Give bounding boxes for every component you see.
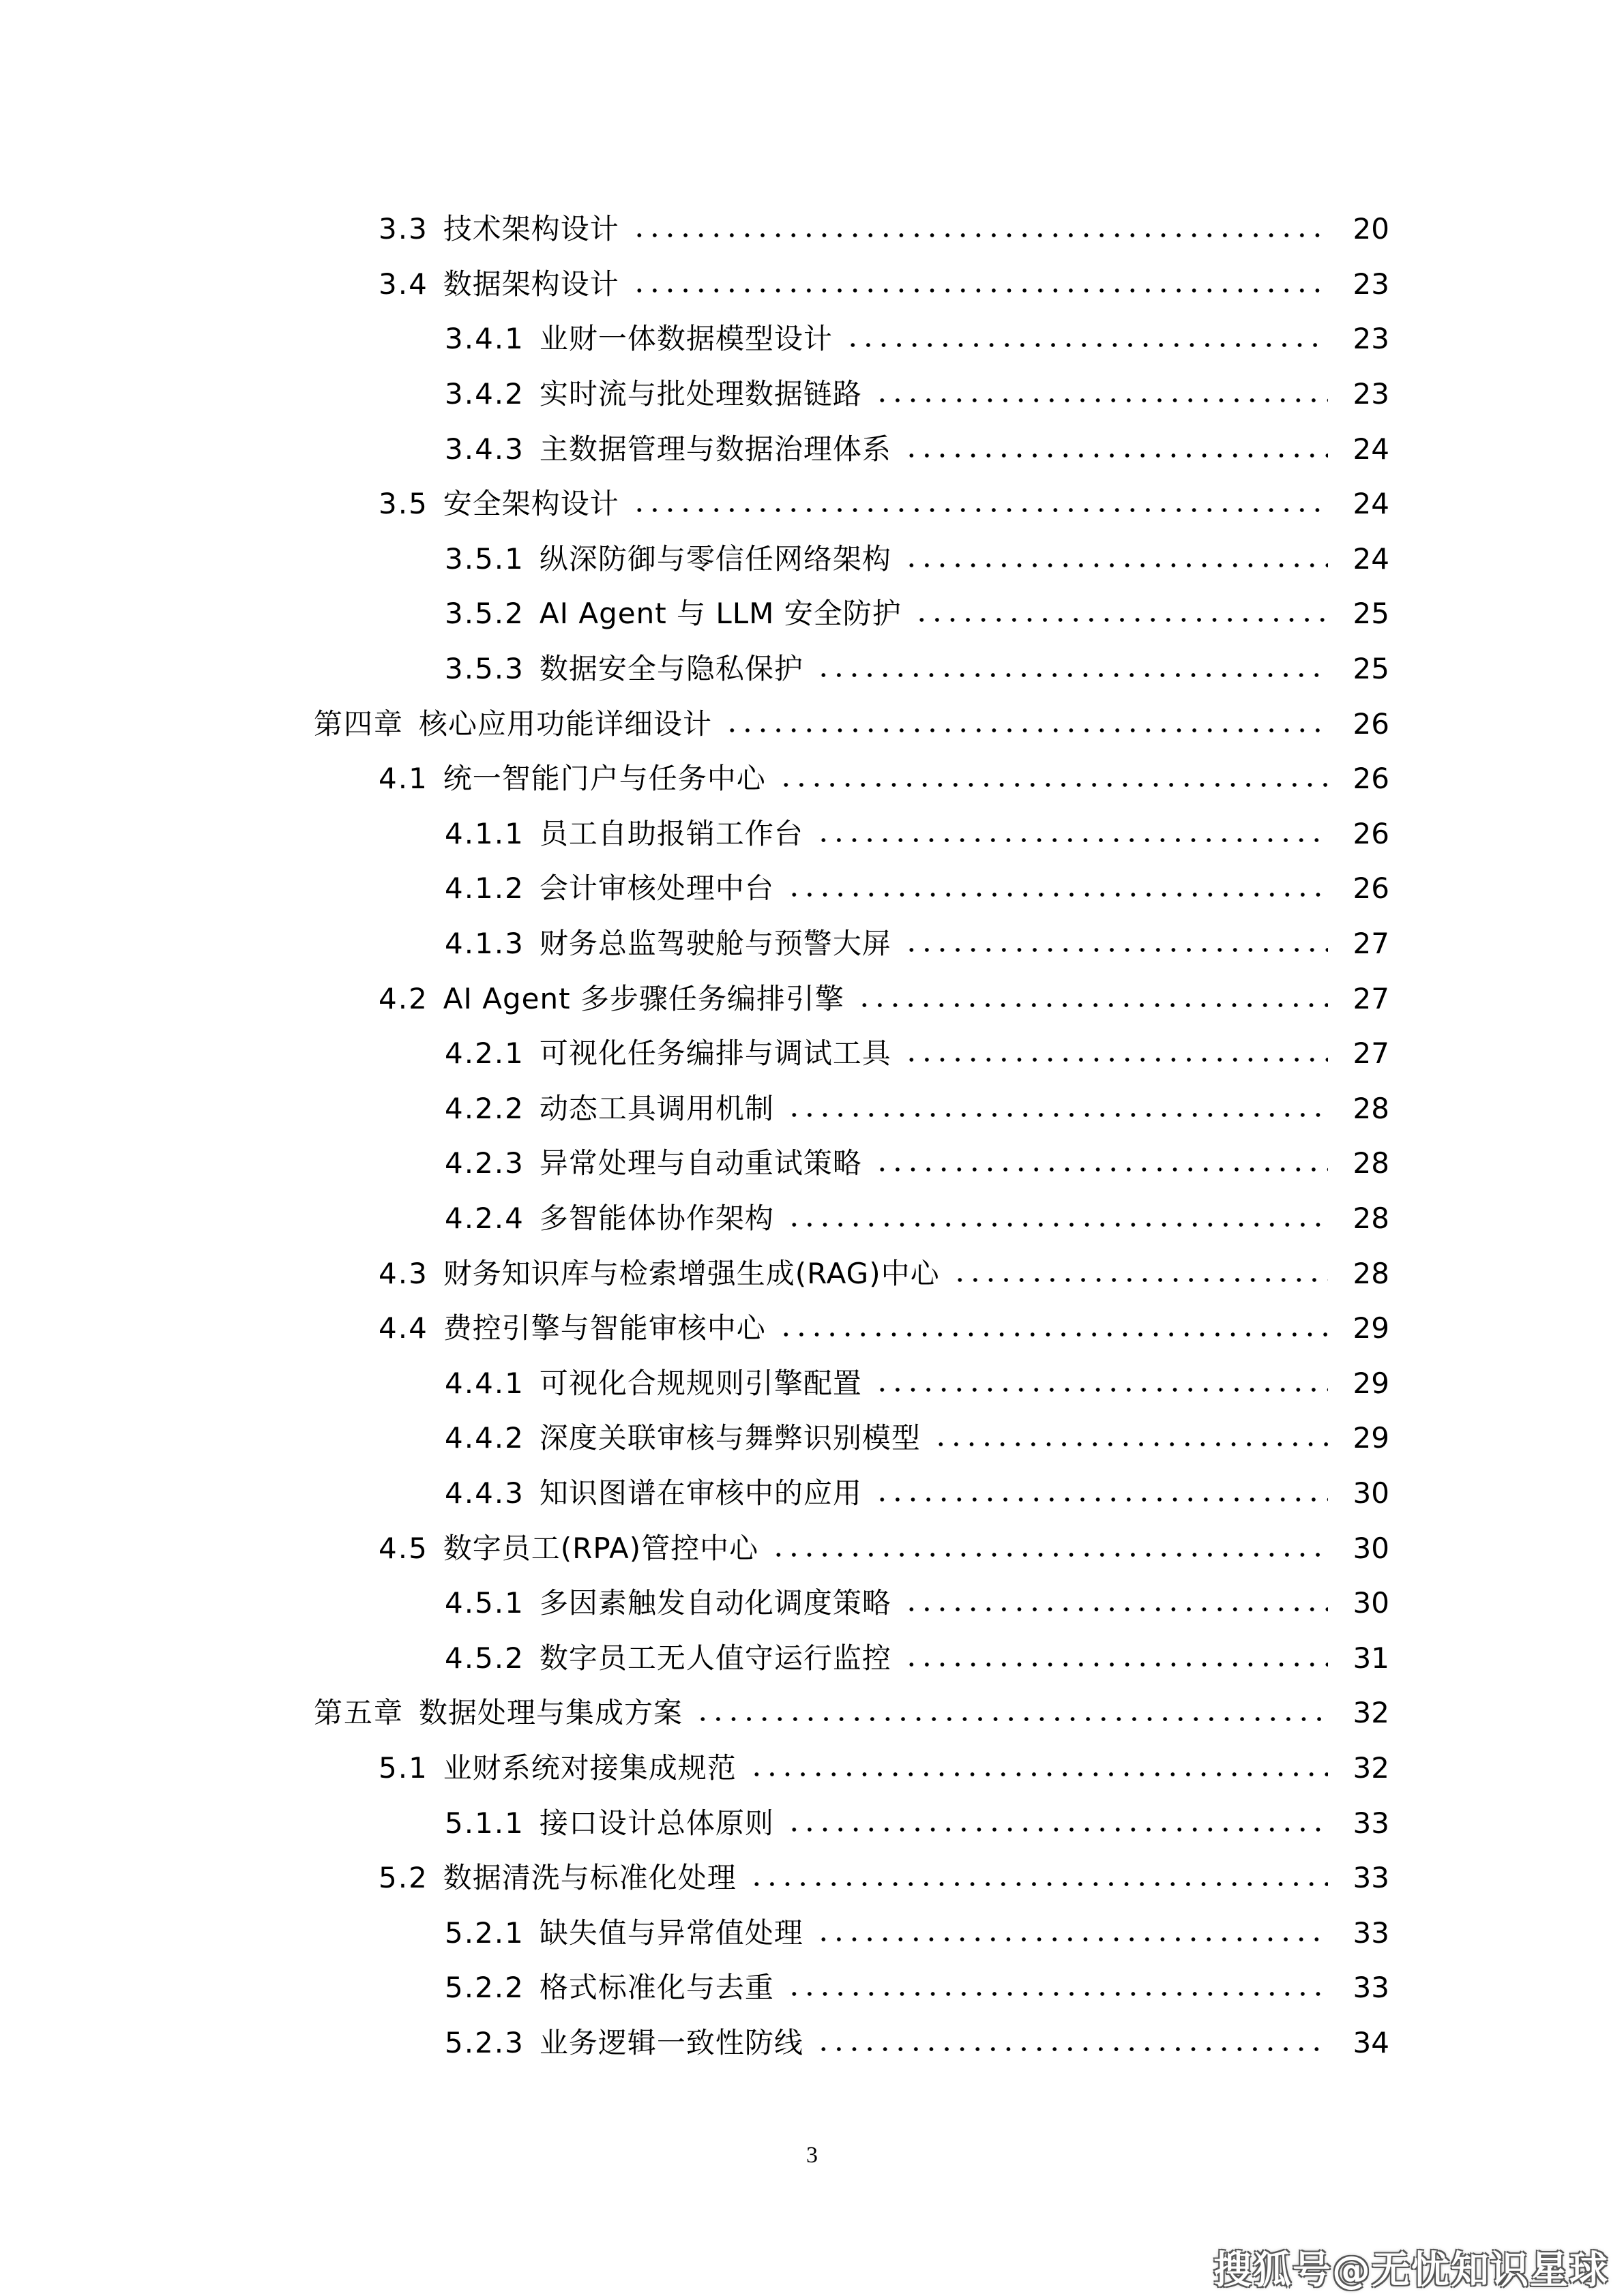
toc-entry-page-number: 28 [1353, 1256, 1389, 1290]
dot-leader [874, 1388, 1328, 1392]
dot-leader [904, 563, 1328, 567]
toc-entry[interactable] [0, 586, 1624, 642]
dot-leader [874, 1167, 1328, 1172]
toc-entry-page-number: 31 [1353, 1641, 1389, 1675]
toc-entry-title: 可视化合规规则引擎配置 [539, 1366, 862, 1400]
toc-entry[interactable] [0, 477, 1624, 532]
toc-entry[interactable] [0, 1026, 1624, 1082]
toc-entry-page-number: 29 [1353, 1421, 1389, 1455]
toc-entry-page-number: 28 [1353, 1201, 1389, 1235]
toc-entry[interactable] [0, 1686, 1624, 1741]
toc-entry[interactable] [0, 367, 1624, 422]
toc-entry-title: 业财一体数据模型设计 [539, 322, 833, 356]
toc-entry-number: 5.2 [379, 1861, 428, 1895]
toc-entry[interactable] [0, 861, 1624, 916]
toc-entry-page-number: 30 [1353, 1531, 1389, 1565]
toc-entry-title: 缺失值与异常值处理 [539, 1915, 803, 1950]
toc-entry-number: 3.4.2 [445, 377, 525, 411]
toc-entry-title: 主数据管理与数据治理体系 [539, 432, 891, 466]
page-number: 3 [806, 2143, 818, 2168]
dot-leader [786, 893, 1328, 897]
toc-entry-number: 4.1.1 [445, 816, 525, 850]
dot-leader [952, 1278, 1328, 1282]
toc-entry[interactable] [0, 257, 1624, 312]
toc-entry-number: 4.3 [379, 1256, 428, 1290]
toc-entry-title: 技术架构设计 [443, 212, 619, 246]
toc-entry-title: 接口设计总体原则 [539, 1806, 774, 1840]
toc-entry-page-number: 34 [1353, 2025, 1389, 2059]
toc-entry-page-number: 28 [1353, 1091, 1389, 1125]
toc-entry-title: 财务总监驾驶舱与预警大屏 [539, 927, 891, 961]
toc-entry-page-number: 27 [1353, 981, 1389, 1015]
toc-entry[interactable] [0, 1795, 1624, 1851]
toc-entry[interactable] [0, 1521, 1624, 1576]
toc-entry-number: 4.2.3 [445, 1146, 525, 1180]
toc-entry-title: 动态工具调用机制 [539, 1091, 774, 1125]
toc-entry-number: 3.3 [379, 212, 428, 246]
toc-entry-page-number: 23 [1353, 377, 1389, 411]
toc-entry[interactable] [0, 421, 1624, 477]
toc-entry[interactable] [0, 807, 1624, 862]
dot-leader [749, 1772, 1328, 1776]
toc-entry-page-number: 26 [1353, 816, 1389, 850]
toc-entry-number: 4.1 [379, 762, 428, 796]
toc-entry-number: 4.4.2 [445, 1421, 525, 1455]
toc-entry[interactable] [0, 1411, 1624, 1466]
toc-entry-number: 3.4.3 [445, 432, 525, 466]
toc-entry[interactable] [0, 1356, 1624, 1411]
dot-leader [904, 1607, 1328, 1611]
toc-entry-title: 业务逻辑一致性防线 [539, 2025, 803, 2059]
toc-entry-page-number: 32 [1353, 1696, 1389, 1730]
toc-entry-title: 数据架构设计 [443, 267, 619, 301]
dot-leader [816, 2047, 1328, 2051]
toc-entry-title: 数据处理与集成方案 [419, 1696, 683, 1730]
toc-entry[interactable] [0, 2016, 1624, 2071]
toc-entry-title: 财务知识库与检索增强生成(RAG)中心 [443, 1256, 940, 1290]
toc-entry[interactable] [0, 1960, 1624, 2016]
toc-entry-number: 5.2.2 [445, 1971, 525, 2005]
toc-entry-page-number: 25 [1353, 652, 1389, 686]
toc-entry-number: 5.2.1 [445, 1915, 525, 1950]
toc-entry-page-number: 30 [1353, 1586, 1389, 1620]
toc-entry-title: AI Agent 与 LLM 安全防护 [539, 597, 902, 631]
dot-leader [874, 398, 1328, 402]
toc-entry-title: 数字员工无人值守运行监控 [539, 1641, 891, 1675]
toc-entry-number: 3.5.3 [445, 652, 525, 686]
dot-leader [904, 1058, 1328, 1062]
toc-entry-page-number: 26 [1353, 762, 1389, 796]
toc-entry-page-number: 27 [1353, 927, 1389, 961]
toc-entry-title: 统一智能门户与任务中心 [443, 762, 766, 796]
toc-entry-title: 数字员工(RPA)管控中心 [443, 1531, 759, 1565]
toc-entry-page-number: 25 [1353, 597, 1389, 631]
dot-leader [632, 508, 1328, 512]
dot-leader [874, 1497, 1328, 1502]
toc-entry-page-number: 23 [1353, 267, 1389, 301]
toc-entry[interactable] [0, 1576, 1624, 1631]
toc-entry-title: 深度关联审核与舞弊识别模型 [539, 1421, 921, 1455]
toc-entry-number: 4.5.1 [445, 1586, 525, 1620]
toc-entry-number: 4.5 [379, 1531, 428, 1565]
dot-leader [749, 1882, 1328, 1886]
toc-entry-page-number: 32 [1353, 1750, 1389, 1785]
toc-entry-number: 3.5.1 [445, 541, 525, 576]
toc-entry[interactable] [0, 312, 1624, 367]
toc-entry-number: 4.2.2 [445, 1091, 525, 1125]
dot-leader [632, 233, 1328, 237]
toc-entry[interactable] [0, 1851, 1624, 1906]
toc-entry-page-number: 23 [1353, 322, 1389, 356]
toc-entry-title: 格式标准化与去重 [539, 1971, 774, 2005]
toc-entry-page-number: 30 [1353, 1476, 1389, 1510]
toc-entry-number: 3.5 [379, 487, 428, 521]
dot-leader [786, 1828, 1328, 1832]
toc-entry-title: 安全架构设计 [443, 487, 619, 521]
toc-entry-title: 会计审核处理中台 [539, 871, 774, 906]
dot-leader [778, 783, 1328, 787]
toc-entry-number: 4.2 [379, 981, 428, 1015]
toc-entry-number: 4.1.2 [445, 871, 525, 906]
toc-entry-page-number: 33 [1353, 1971, 1389, 2005]
toc-entry-page-number: 27 [1353, 1037, 1389, 1071]
toc-entry-page-number: 26 [1353, 871, 1389, 906]
toc-entry-number: 5.2.3 [445, 2025, 525, 2059]
dot-leader [933, 1442, 1328, 1446]
dot-leader [816, 838, 1328, 842]
dot-leader [904, 453, 1328, 458]
toc-entry-number: 4.2.4 [445, 1201, 525, 1235]
toc-entry-number: 4.4 [379, 1311, 428, 1345]
dot-leader [816, 673, 1328, 677]
dot-leader [786, 1113, 1328, 1117]
dot-leader [695, 1717, 1328, 1721]
toc-entry-page-number: 28 [1353, 1146, 1389, 1180]
toc-entry-title: 业财系统对接集成规范 [443, 1750, 737, 1785]
toc-entry[interactable] [0, 1630, 1624, 1686]
toc-entry[interactable] [0, 1466, 1624, 1521]
toc-entry[interactable] [0, 1246, 1624, 1301]
toc-entry[interactable] [0, 1301, 1624, 1356]
toc-entry[interactable] [0, 696, 1624, 751]
dot-leader [778, 1332, 1328, 1337]
toc-entry-page-number: 24 [1353, 541, 1389, 576]
toc-entry-page-number: 20 [1353, 212, 1389, 246]
toc-entry[interactable] [0, 971, 1624, 1026]
toc-entry[interactable] [0, 1191, 1624, 1247]
toc-entry[interactable] [0, 1082, 1624, 1137]
dot-leader [724, 728, 1328, 732]
toc-entry[interactable] [0, 532, 1624, 587]
toc-entry-number: 5.1.1 [445, 1806, 525, 1840]
toc-entry-number: 4.1.3 [445, 927, 525, 961]
dot-leader [904, 1663, 1328, 1667]
toc-entry[interactable] [0, 642, 1624, 697]
watermark: 搜狐号@无忧知识星球 [1213, 2248, 1609, 2293]
toc-entry-title: 纵深防御与零信任网络架构 [539, 541, 891, 576]
dot-leader [632, 288, 1328, 293]
toc-entry-page-number: 33 [1353, 1806, 1389, 1840]
toc-entry-title: 核心应用功能详细设计 [419, 706, 713, 741]
toc-entry-number: 3.4.1 [445, 322, 525, 356]
toc-entry[interactable] [0, 916, 1624, 972]
toc-entry-page-number: 26 [1353, 706, 1389, 741]
dot-leader [904, 948, 1328, 952]
toc-entry-page-number: 29 [1353, 1311, 1389, 1345]
toc-entry-title: 数据安全与隐私保护 [539, 652, 803, 686]
toc-entry-number: 3.4 [379, 267, 428, 301]
table-of-contents [0, 202, 1624, 2070]
toc-entry-number: 4.4.3 [445, 1476, 525, 1510]
toc-entry-number: 4.2.1 [445, 1037, 525, 1071]
dot-leader [845, 343, 1328, 347]
toc-entry-title: 多智能体协作架构 [539, 1201, 774, 1235]
toc-entry-number: 3.5.2 [445, 597, 525, 631]
toc-entry[interactable] [0, 751, 1624, 807]
toc-entry-page-number: 33 [1353, 1915, 1389, 1950]
dot-leader [914, 618, 1328, 622]
toc-entry-number: 5.1 [379, 1750, 428, 1785]
toc-entry-page-number: 33 [1353, 1861, 1389, 1895]
toc-entry-number: 4.4.1 [445, 1366, 525, 1400]
toc-entry-title: AI Agent 多步骤任务编排引擎 [443, 981, 844, 1015]
toc-entry[interactable] [0, 202, 1624, 257]
dot-leader [771, 1553, 1328, 1557]
toc-entry-number: 第五章 [314, 1696, 404, 1730]
dot-leader [816, 1937, 1328, 1941]
dot-leader [786, 1992, 1328, 1996]
toc-entry-page-number: 29 [1353, 1366, 1389, 1400]
toc-entry-title: 异常处理与自动重试策略 [539, 1146, 862, 1180]
toc-entry-title: 数据清洗与标准化处理 [443, 1861, 737, 1895]
dot-leader [786, 1223, 1328, 1227]
toc-entry-number: 4.5.2 [445, 1641, 525, 1675]
toc-entry-title: 知识图谱在审核中的应用 [539, 1476, 862, 1510]
toc-entry[interactable] [0, 1905, 1624, 1960]
toc-entry-title: 多因素触发自动化调度策略 [539, 1586, 891, 1620]
dot-leader [857, 1003, 1328, 1007]
toc-entry-page-number: 24 [1353, 432, 1389, 466]
toc-entry-title: 实时流与批处理数据链路 [539, 377, 862, 411]
toc-entry-page-number: 24 [1353, 487, 1389, 521]
toc-entry[interactable] [0, 1741, 1624, 1796]
toc-entry-title: 可视化任务编排与调试工具 [539, 1037, 891, 1071]
toc-entry-title: 员工自助报销工作台 [539, 816, 803, 850]
toc-entry[interactable] [0, 1136, 1624, 1191]
toc-entry-title: 费控引擎与智能审核中心 [443, 1311, 766, 1345]
toc-entry-number: 第四章 [314, 706, 404, 741]
